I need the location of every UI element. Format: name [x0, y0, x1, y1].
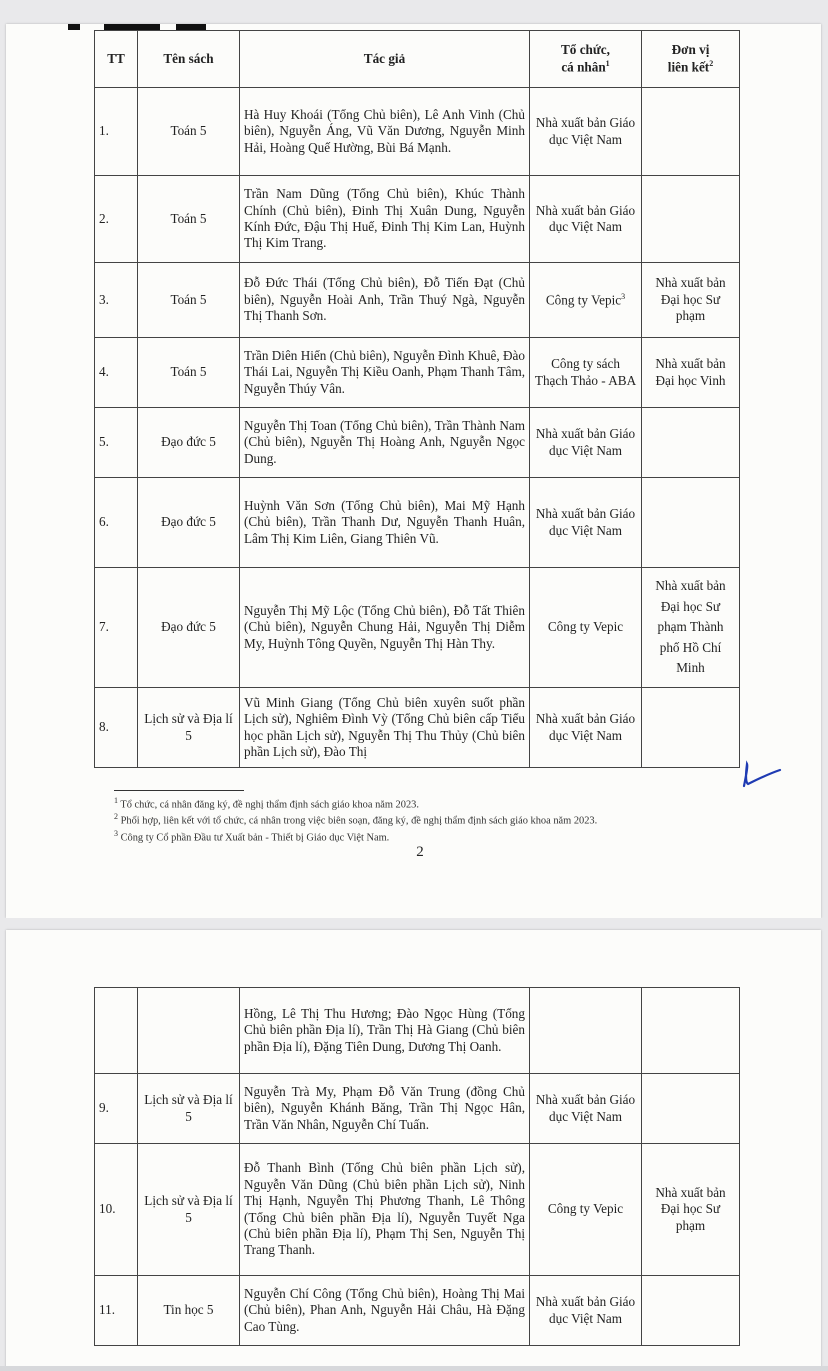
cell-ten-sach: Đạo đức 5 [138, 408, 240, 478]
cell-ten-sach: Đạo đức 5 [138, 568, 240, 688]
cell-don-vi: Nhà xuất bản Đại học Sư phạm Thành phố Hồ Chí Minh [642, 568, 740, 688]
cell-to-chuc: Nhà xuất bản Giáo dục Việt Nam [530, 408, 642, 478]
footnote-separator [114, 790, 244, 791]
table-row [95, 263, 740, 338]
cell-don-vi: Nhà xuất bản Đại học Sư phạm [642, 1144, 740, 1276]
cell-ten-sach: Đạo đức 5 [138, 478, 240, 568]
cell-ten-sach: Lịch sử và Địa lí 5 [138, 1144, 240, 1276]
textbook-table-continued [94, 987, 740, 1346]
cell-tac-gia: Huỳnh Văn Sơn (Tổng Chủ biên), Mai Mỹ Hạnh (Chủ biên), Trần Thanh Dư, Nguyễn Thanh Huân, Lâm Thị Kim Liên, Giang Thiên Vũ. [240, 478, 530, 568]
table-header-row [95, 31, 740, 88]
cell-tt: 8. [95, 688, 138, 768]
header-tt: TT [95, 31, 138, 88]
cell-don-vi: Nhà xuất bản Đại học Vinh [642, 338, 740, 408]
table-row [95, 688, 740, 768]
cell-to-chuc: Nhà xuất bản Giáo dục Việt Nam [530, 1074, 642, 1144]
table-row [95, 1074, 740, 1144]
cell-ten-sach [138, 988, 240, 1074]
footnote-ref: 1 [605, 58, 610, 68]
cell-don-vi [642, 408, 740, 478]
cell-ten-sach: Toán 5 [138, 88, 240, 176]
cell-to-chuc: Nhà xuất bản Giáo dục Việt Nam [530, 88, 642, 176]
cell-to-chuc: Công ty sách Thạch Thảo - ABA [530, 338, 642, 408]
cell-tt: 11. [95, 1276, 138, 1346]
table-row [95, 338, 740, 408]
footnote-ref: 2 [709, 58, 714, 68]
cell-tac-gia: Nguyễn Thị Toan (Tổng Chủ biên), Trần Thành Nam (Chủ biên), Nguyễn Thị Hoàng Anh, Nguyễn Ngọc Dung. [240, 408, 530, 478]
cell-don-vi [642, 1276, 740, 1346]
document-page-2 [6, 930, 821, 1371]
table-row [95, 568, 740, 688]
cell-to-chuc: Nhà xuất bản Giáo dục Việt Nam [530, 478, 642, 568]
header-tac-gia: Tác giả [240, 31, 530, 88]
cell-tt: 7. [95, 568, 138, 688]
cell-to-chuc: Công ty Vepic [530, 568, 642, 688]
cell-tt: 3. [95, 263, 138, 338]
cell-don-vi: Nhà xuất bản Đại học Sư phạm [642, 263, 740, 338]
footnote-ref: 3 [621, 291, 626, 301]
cell-tt: 9. [95, 1074, 138, 1144]
header-to-chuc-line2: cá nhân [561, 59, 606, 75]
cell-to-chuc-text: Công ty Vepic [545, 292, 622, 308]
cell-to-chuc: Nhà xuất bản Giáo dục Việt Nam [530, 1276, 642, 1346]
cell-to-chuc: Nhà xuất bản Giáo dục Việt Nam [530, 688, 642, 768]
header-don-vi [642, 31, 740, 88]
cell-tac-gia: Trần Diên Hiển (Chủ biên), Nguyễn Đình Khuê, Đào Thái Lai, Nguyễn Thị Kiều Oanh, Phạm Thanh Tâm, Nguyễn Thúy Vân. [240, 338, 530, 408]
footnote-3: $^3$ Công ty Cổ phần Đầu tư Xuất bản - Thiết bị Giáo dục Việt Nam. [114, 828, 390, 844]
cell-ten-sach: Lịch sử và Địa lí 5 [138, 688, 240, 768]
cell-ten-sach: Toán 5 [138, 263, 240, 338]
table-row [95, 408, 740, 478]
cell-tac-gia: Vũ Minh Giang (Tổng Chủ biên xuyên suốt phần Lịch sử), Nghiêm Đình Vỳ (Tổng Chủ biên cấp Tiểu học phần Lịch sử), Nguyễn Thị Thu Thủy (Chủ biên phần Lịch sử), Đào Thị [240, 688, 530, 768]
header-don-vi-line2: liên kết [667, 59, 710, 75]
cell-tt: 1. [95, 88, 138, 176]
header-to-chuc [530, 31, 642, 88]
cell-ten-sach: Toán 5 [138, 338, 240, 408]
table-row [95, 478, 740, 568]
footnote-2: $^2$ Phối hợp, liên kết với tổ chức, cá nhân trong việc biên soạn, đăng ký, đề nghị thẩm định sách giáo khoa năm 2023. [114, 812, 598, 827]
cell-tac-gia: Đỗ Thanh Bình (Tổng Chủ biên phần Lịch sử), Nguyễn Văn Dũng (Chủ biên phần Lịch sử), Ninh Thị Hạnh, Nguyễn Thị Phương Thanh, Lê Thông (Tổng Chủ biên phần Địa lí), Nguyễn Tuyết Nga (Chủ biên phần Địa lí), Phạm Thị Sen, Nguyễn Thị Trang Thanh. [240, 1144, 530, 1276]
cell-tac-gia: Trần Nam Dũng (Tổng Chủ biên), Khúc Thành Chính (Chủ biên), Đinh Thị Xuân Dung, Nguyễn Kính Đức, Đậu Thị Huế, Đinh Thị Kim Lan, Huỳnh Thị Kim Trang. [240, 176, 530, 263]
cell-don-vi [642, 1074, 740, 1144]
cell-to-chuc [530, 263, 642, 338]
cell-tt [95, 988, 138, 1074]
textbook-table [94, 30, 740, 768]
page-gap [0, 918, 828, 930]
cell-don-vi [642, 88, 740, 176]
cell-tt: 10. [95, 1144, 138, 1276]
scan-mark [68, 24, 80, 30]
initial-signature-mark [738, 760, 786, 790]
cell-ten-sach: Lịch sử và Địa lí 5 [138, 1074, 240, 1144]
table-row [95, 88, 740, 176]
document-page-1 [6, 24, 821, 918]
cell-tac-gia: Nguyễn Trà My, Phạm Đỗ Văn Trung (đồng Chủ biên), Nguyễn Khánh Băng, Trần Thị Ngọc Hân, Trần Văn Nhân, Nguyễn Chí Tuấn. [240, 1074, 530, 1144]
cell-tac-gia: Nguyễn Thị Mỹ Lộc (Tổng Chủ biên), Đỗ Tất Thiên (Chủ biên), Nguyễn Chung Hải, Nguyễn Thị Diễm My, Huỳnh Tông Quyền, Nguyễn Thị Hàn Thy. [240, 568, 530, 688]
cell-to-chuc: Nhà xuất bản Giáo dục Việt Nam [530, 176, 642, 263]
cell-ten-sach: Tin học 5 [138, 1276, 240, 1346]
page-number: 2 [416, 844, 424, 860]
footnote-1: $^1$ Tổ chức, cá nhân đăng ký, đề nghị thẩm định sách giáo khoa năm 2023. [114, 796, 419, 811]
header-don-vi-line1: Đơn vị [671, 42, 710, 58]
table-row [95, 176, 740, 263]
cell-tac-gia: Đỗ Đức Thái (Tổng Chủ biên), Đỗ Tiến Đạt (Chủ biên), Nguyễn Hoài Anh, Trần Thuý Ngà, Nguyễn Thị Thanh Sơn. [240, 263, 530, 338]
footnotes [114, 796, 597, 845]
cell-tac-gia: Hà Huy Khoái (Tổng Chủ biên), Lê Anh Vinh (Chủ biên), Nguyễn Áng, Vũ Văn Dương, Nguyễn Minh Hải, Hoàng Quế Hường, Bùi Bá Mạnh. [240, 88, 530, 176]
cell-tt: 5. [95, 408, 138, 478]
header-ten-sach: Tên sách [138, 31, 240, 88]
cell-tt: 2. [95, 176, 138, 263]
viewer-bottom-bar [0, 1366, 828, 1371]
cell-tac-gia: Hồng, Lê Thị Thu Hương; Đào Ngọc Hùng (Tổng Chủ biên phần Địa lí), Trần Thị Hà Giang (Chủ biên phần Địa lí), Đặng Tiên Dung, Dương Thị Oanh. [240, 988, 530, 1074]
cell-ten-sach: Toán 5 [138, 176, 240, 263]
cell-tac-gia: Nguyễn Chí Công (Tổng Chủ biên), Hoàng Thị Mai (Chủ biên), Phan Anh, Nguyễn Hải Châu, Hà Đặng Cao Tùng. [240, 1276, 530, 1346]
cell-to-chuc: Công ty Vepic [530, 1144, 642, 1276]
cell-tt: 4. [95, 338, 138, 408]
cell-don-vi [642, 988, 740, 1074]
table-row [95, 988, 740, 1074]
cell-to-chuc [530, 988, 642, 1074]
cell-don-vi [642, 176, 740, 263]
header-to-chuc-line1: Tổ chức, [561, 42, 610, 58]
table-row [95, 1276, 740, 1346]
table-row [95, 1144, 740, 1276]
cell-don-vi [642, 688, 740, 768]
cell-don-vi [642, 478, 740, 568]
cell-tt: 6. [95, 478, 138, 568]
